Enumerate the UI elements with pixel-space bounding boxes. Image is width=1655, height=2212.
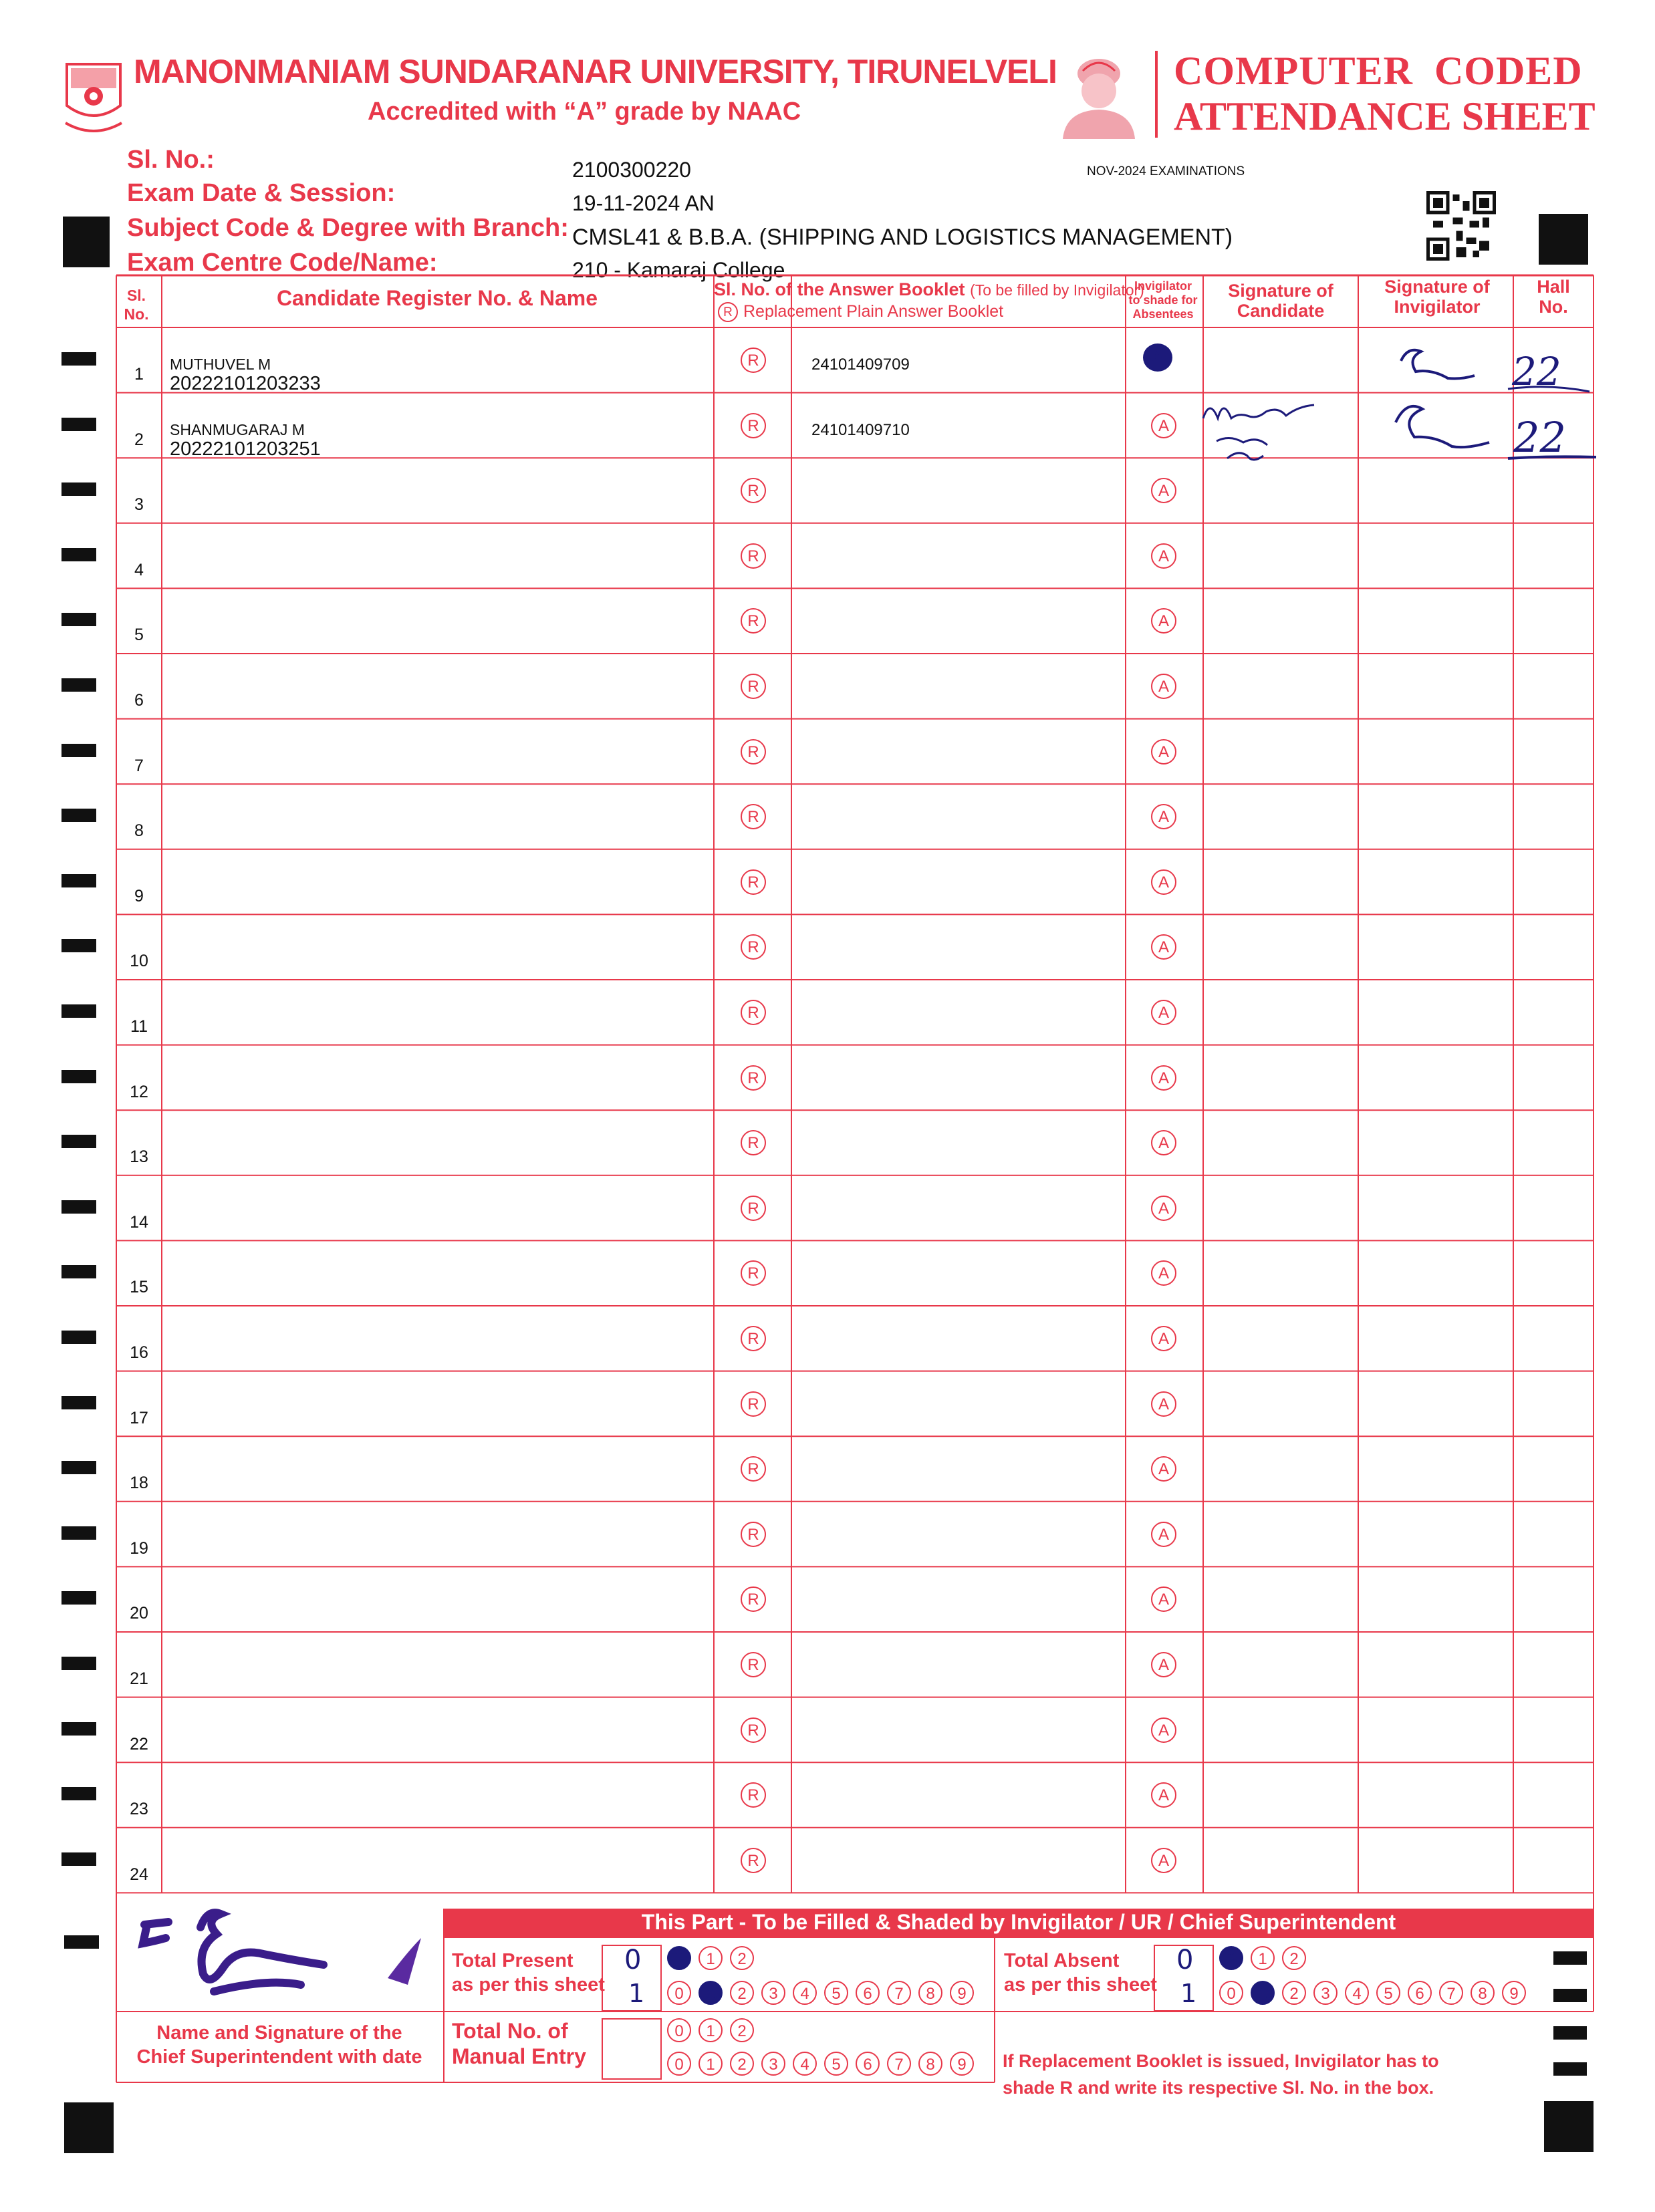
units-digit-bubble[interactable]: 9 xyxy=(950,2052,974,2076)
replacement-bubble[interactable]: R xyxy=(741,608,766,634)
tens-digit-bubble[interactable]: 0 xyxy=(1219,1946,1243,1970)
units-digit-bubble[interactable]: 1 xyxy=(1251,1981,1275,2005)
col-header-booklet-note: (To be filled by Invigilator) xyxy=(970,281,1144,299)
absent-bubble[interactable]: A xyxy=(1151,1196,1176,1221)
absent-bubble[interactable]: A xyxy=(1151,739,1176,765)
replacement-bubble[interactable]: R xyxy=(741,1000,766,1025)
units-digit-bubble[interactable]: 9 xyxy=(1502,1981,1526,2005)
replacement-bubble[interactable]: R xyxy=(741,1130,766,1155)
replacement-bubble[interactable]: R xyxy=(741,1717,766,1743)
row-sl-no: 2 xyxy=(134,430,144,449)
row-sl-no: 19 xyxy=(130,1538,148,1558)
total-present-box[interactable] xyxy=(602,1945,662,2012)
units-digit-bubble[interactable]: 7 xyxy=(887,1981,911,2005)
row-sl-no: 12 xyxy=(130,1082,148,1101)
tens-digit-bubble[interactable]: 0 xyxy=(667,1946,691,1970)
replacement-r-icon: R xyxy=(718,302,738,322)
units-digit-bubble[interactable]: 4 xyxy=(793,1981,817,2005)
units-digit-bubble[interactable]: 0 xyxy=(667,1981,691,2005)
row-sl-no: 4 xyxy=(134,560,144,579)
total-present-tens-bubbles[interactable] xyxy=(667,1946,761,1970)
units-digit-bubble[interactable]: 9 xyxy=(950,1981,974,2005)
absent-bubble[interactable]: A xyxy=(1151,1065,1176,1091)
units-digit-bubble[interactable]: 5 xyxy=(824,2052,848,2076)
absent-bubble[interactable]: A xyxy=(1151,1326,1176,1351)
exam-date-value: 19-11-2024 AN xyxy=(572,191,715,215)
candidate-register-no: 20222101203233 xyxy=(170,373,321,394)
units-digit-bubble[interactable]: 2 xyxy=(730,2052,754,2076)
total-absent-box[interactable] xyxy=(1154,1945,1214,2012)
row-sl-no: 20 xyxy=(130,1604,148,1623)
hall-no-handwritten: 22 xyxy=(1512,349,1561,394)
row-sl-no: 22 xyxy=(130,1734,148,1754)
candidate-name: MUTHUVEL M xyxy=(170,356,271,373)
col-header-booklet xyxy=(714,279,1144,300)
row-sl-no: 11 xyxy=(130,1017,148,1036)
candidate-register-no: 20222101203251 xyxy=(170,438,321,460)
row-sl-no: 21 xyxy=(130,1669,148,1688)
col-header-slno: Sl. No. xyxy=(124,287,149,323)
tens-digit-bubble[interactable]: 2 xyxy=(730,1946,754,1970)
replacement-bubble[interactable]: R xyxy=(741,1652,766,1677)
svg-text:0: 0 xyxy=(624,1945,642,1975)
replacement-bubble[interactable]: R xyxy=(741,1391,766,1417)
absent-bubble[interactable]: A xyxy=(1151,1652,1176,1677)
col-header-booklet-sub xyxy=(718,302,1003,322)
units-digit-bubble[interactable]: 5 xyxy=(1376,1981,1400,2005)
replacement-bubble[interactable]: R xyxy=(741,543,766,569)
absent-bubble[interactable]: A xyxy=(1151,1782,1176,1808)
answer-booklet-no: 24101409709 xyxy=(811,356,910,374)
tens-digit-bubble[interactable]: 1 xyxy=(1251,1946,1275,1970)
replacement-bubble[interactable]: R xyxy=(741,413,766,438)
row-sl-no: 5 xyxy=(134,626,144,645)
row-sl-no: 6 xyxy=(134,691,144,710)
row-sl-no: 24 xyxy=(130,1864,148,1884)
units-digit-bubble[interactable]: 4 xyxy=(793,2052,817,2076)
col-header-candidate: Candidate Register No. & Name xyxy=(276,286,598,310)
absent-bubble[interactable]: A xyxy=(1151,543,1176,569)
absent-bubble[interactable]: A xyxy=(1151,674,1176,699)
svg-text:0: 0 xyxy=(1176,1945,1194,1975)
absent-bubble[interactable]: A xyxy=(1151,1130,1176,1155)
absent-bubble[interactable]: A xyxy=(1143,343,1172,372)
absent-bubble[interactable]: A xyxy=(1151,1000,1176,1025)
manual-entry-units-bubbles[interactable] xyxy=(667,2052,981,2076)
row-sl-no: 7 xyxy=(134,756,144,775)
units-digit-bubble[interactable]: 6 xyxy=(856,1981,880,2005)
tens-digit-bubble[interactable]: 1 xyxy=(698,2018,723,2042)
replacement-bubble[interactable]: R xyxy=(741,1065,766,1091)
row-sl-no: 8 xyxy=(134,821,144,841)
units-digit-bubble[interactable]: 3 xyxy=(761,2052,785,2076)
total-absent-tens-bubbles[interactable] xyxy=(1219,1946,1313,1970)
row-sl-no: 17 xyxy=(130,1408,148,1427)
tens-digit-bubble[interactable]: 0 xyxy=(667,2018,691,2042)
units-digit-bubble[interactable]: 3 xyxy=(761,1981,785,2005)
absent-bubble[interactable]: A xyxy=(1151,478,1176,503)
centre-label: Exam Centre Code/Name: xyxy=(127,249,438,277)
total-absent-label: Total Absent as per this sheet xyxy=(1004,1950,1157,1995)
absent-bubble[interactable]: A xyxy=(1151,413,1176,438)
sl-no-value: 2100300220 xyxy=(572,158,691,182)
manual-entry-tens-bubbles[interactable] xyxy=(667,2018,761,2042)
replacement-bubble[interactable]: R xyxy=(741,869,766,895)
answer-booklet-no: 24101409710 xyxy=(811,420,910,439)
row-sl-no: 10 xyxy=(130,952,148,971)
row-sl-no: 18 xyxy=(130,1474,148,1493)
exam-date-label: Exam Date & Session: xyxy=(127,179,396,207)
units-digit-bubble[interactable]: 5 xyxy=(824,1981,848,2005)
absent-bubble[interactable]: A xyxy=(1151,1717,1176,1743)
col-header-absentee: Invigilator to shade for Absentees xyxy=(1128,279,1198,321)
absent-bubble[interactable]: A xyxy=(1151,1522,1176,1547)
sl-no-label: Sl. No.: xyxy=(127,146,215,174)
replacement-bubble[interactable]: R xyxy=(741,1586,766,1612)
centre-value: 210 - Kamaraj College xyxy=(572,258,785,282)
replacement-bubble[interactable]: R xyxy=(741,1848,766,1873)
absent-bubble[interactable]: A xyxy=(1151,804,1176,829)
row-sl-no: 15 xyxy=(130,1278,148,1297)
row-sl-no: 16 xyxy=(130,1343,148,1362)
units-digit-bubble[interactable]: 8 xyxy=(918,2052,942,2076)
row-sl-no: 9 xyxy=(134,886,144,906)
absent-bubble[interactable]: A xyxy=(1151,1848,1176,1873)
tens-digit-bubble[interactable]: 2 xyxy=(730,2018,754,2042)
replacement-note-text: If Replacement Booklet is issued, Invigilator has to shade R and write its respective Sl. No. in the box. xyxy=(1003,2051,1439,2098)
replacement-bubble[interactable]: R xyxy=(741,1326,766,1351)
units-digit-bubble[interactable]: 1 xyxy=(698,2052,723,2076)
svg-text:1: 1 xyxy=(1180,1979,1197,2008)
col-header-booklet-main: Sl. No. of the Answer Booklet xyxy=(714,279,965,299)
units-digit-bubble[interactable]: 8 xyxy=(1471,1981,1495,2005)
absent-bubble[interactable]: A xyxy=(1151,1586,1176,1612)
units-digit-bubble[interactable]: 6 xyxy=(1408,1981,1432,2005)
exam-series: NOV-2024 EXAMINATIONS xyxy=(1087,164,1245,178)
replacement-bubble[interactable]: R xyxy=(741,934,766,960)
subject-value: CMSL41 & B.B.A. (SHIPPING AND LOGISTICS MANAGEMENT) xyxy=(572,225,1233,250)
row-sl-no: 1 xyxy=(134,365,144,384)
col-header-sig-invigilator: Signature of Invigilator xyxy=(1384,277,1490,317)
replacement-note xyxy=(1003,2021,1439,2101)
row-sl-no: 14 xyxy=(130,1212,148,1232)
chief-superintendent-label: Name and Signature of the Chief Superintendent with date xyxy=(136,2022,422,2068)
units-digit-bubble[interactable]: 1 xyxy=(698,1981,723,2005)
manual-entry-label: Total No. of Manual Entry xyxy=(452,2019,586,2068)
units-digit-bubble[interactable]: 2 xyxy=(1282,1981,1306,2005)
absent-bubble[interactable]: A xyxy=(1151,869,1176,895)
units-digit-bubble[interactable]: 8 xyxy=(918,1981,942,2005)
units-digit-bubble[interactable]: 4 xyxy=(1345,1981,1369,2005)
sheet-title-line2: ATTENDANCE SHEET xyxy=(1174,94,1596,138)
replacement-bubble[interactable]: R xyxy=(741,348,766,373)
units-digit-bubble[interactable]: 0 xyxy=(667,2052,691,2076)
absent-bubble[interactable]: A xyxy=(1151,1260,1176,1286)
hall-no-handwritten: 22 xyxy=(1513,413,1566,462)
university-name: MANONMANIAM SUNDARANAR UNIVERSITY, TIRUNELVELI xyxy=(134,53,1057,90)
absent-bubble[interactable]: A xyxy=(1151,934,1176,960)
replacement-bubble[interactable]: R xyxy=(741,1782,766,1808)
units-digit-bubble[interactable]: 3 xyxy=(1313,1981,1338,2005)
total-present-units-bubbles[interactable] xyxy=(667,1981,981,2005)
units-digit-bubble[interactable]: 7 xyxy=(1439,1981,1463,2005)
subject-label: Subject Code & Degree with Branch: xyxy=(127,214,569,242)
replacement-bubble[interactable]: R xyxy=(741,1196,766,1221)
replacement-bubble[interactable]: R xyxy=(741,1260,766,1286)
row-sl-no: 23 xyxy=(130,1800,148,1819)
replacement-bubble[interactable]: R xyxy=(741,674,766,699)
units-digit-bubble[interactable]: 7 xyxy=(887,2052,911,2076)
replacement-bubble[interactable]: R xyxy=(741,1522,766,1547)
col-header-hall: Hall No. xyxy=(1537,277,1570,317)
col-header-sig-candidate: Signature of Candidate xyxy=(1228,281,1333,321)
row-sl-no: 13 xyxy=(130,1147,148,1167)
replacement-bubble[interactable]: R xyxy=(741,478,766,503)
absent-bubble[interactable]: A xyxy=(1151,608,1176,634)
candidate-name: SHANMUGARAJ M xyxy=(170,420,305,438)
absent-bubble[interactable]: A xyxy=(1151,1456,1176,1482)
replacement-bubble[interactable]: R xyxy=(741,804,766,829)
svg-text:1: 1 xyxy=(628,1979,645,2008)
accreditation-text: Accredited with “A” grade by NAAC xyxy=(368,98,801,126)
units-digit-bubble[interactable]: 0 xyxy=(1219,1981,1243,2005)
total-absent-units-bubbles[interactable] xyxy=(1219,1981,1533,2005)
manual-entry-box[interactable] xyxy=(602,2018,662,2080)
col-header-booklet-sub-text: Replacement Plain Answer Booklet xyxy=(743,302,1004,321)
row-sl-no: 3 xyxy=(134,495,144,515)
units-digit-bubble[interactable]: 6 xyxy=(856,2052,880,2076)
sheet-title-line1: COMPUTER CODED xyxy=(1174,49,1583,93)
footer-banner-text: This Part - To be Filled & Shaded by Invigilator / UR / Chief Superintendent xyxy=(641,1910,1396,1934)
tens-digit-bubble[interactable]: 1 xyxy=(698,1946,723,1970)
units-digit-bubble[interactable]: 2 xyxy=(730,1981,754,2005)
total-present-label: Total Present as per this sheet xyxy=(452,1950,605,1995)
absent-bubble[interactable]: A xyxy=(1151,1391,1176,1417)
tens-digit-bubble[interactable]: 2 xyxy=(1282,1946,1306,1970)
replacement-bubble[interactable]: R xyxy=(741,739,766,765)
replacement-bubble[interactable]: R xyxy=(741,1456,766,1482)
